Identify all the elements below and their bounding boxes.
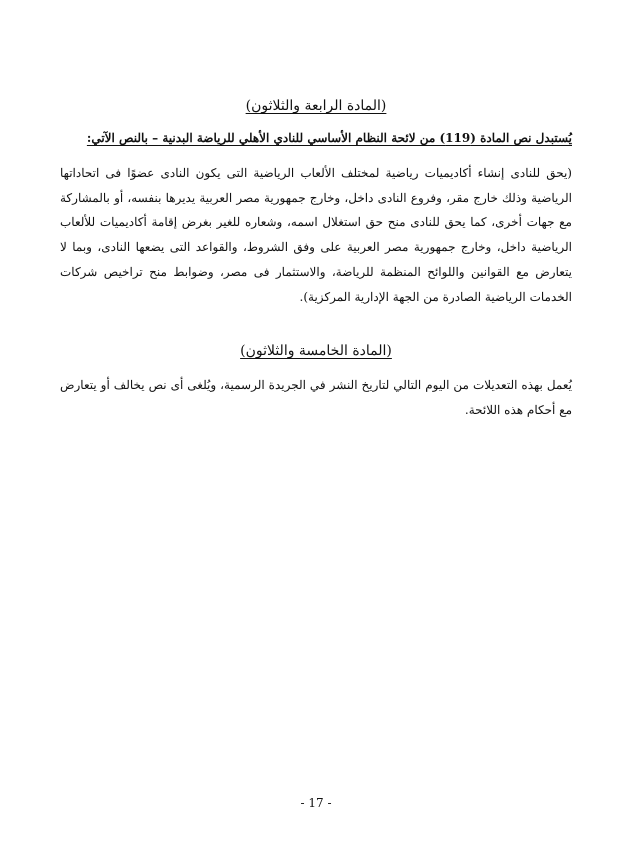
page-number: - 17 -	[300, 796, 332, 810]
article-34-heading: (المادة الرابعة والثلاثون)	[245, 98, 387, 114]
article-34-body: (يحق للنادى إنشاء أكاديميات رياضية لمختلف الألعاب الرياضية التى يكون النادى عضوًا فى اتحاداتها الرياضية وذلك خارج مقر، وفروع النادى داخل، وخارج جمهورية مصر العربية يديرها بنفسه، أو بالمشاركة مع جهات أخرى، كما يحق للنادى منح حق استغلال اسمه، وشعاره للغير بغرض إقامة أكاديميات للألعاب الرياضية داخل، وخارج جمهورية مصر العربية على وفق الشروط، والقواعد التى يضعها النادى، وبما لا يتعارض مع القوانين واللوائح المنظمة للرياضة، والاستثمار فى مصر، وضوابط منح تراخيص شركات الخدمات الرياضية الصادرة من الجهة الإدارية المركزية).	[60, 166, 572, 304]
article-35-heading: (المادة الخامسة والثلاثون)	[240, 343, 392, 359]
article-34-subheading: يُستبدل نص المادة (119) من لائحة النظام الأساسي للنادي الأهلي للرياضة البدنية – بالنص الآتي:	[86, 131, 572, 145]
article-35-body: يُعمل بهذه التعديلات من اليوم التالي لتاريخ النشر في الجريدة الرسمية، ويُلغى أى نص يخالف أو يتعارض مع أحكام هذه اللائحة.	[60, 378, 572, 417]
